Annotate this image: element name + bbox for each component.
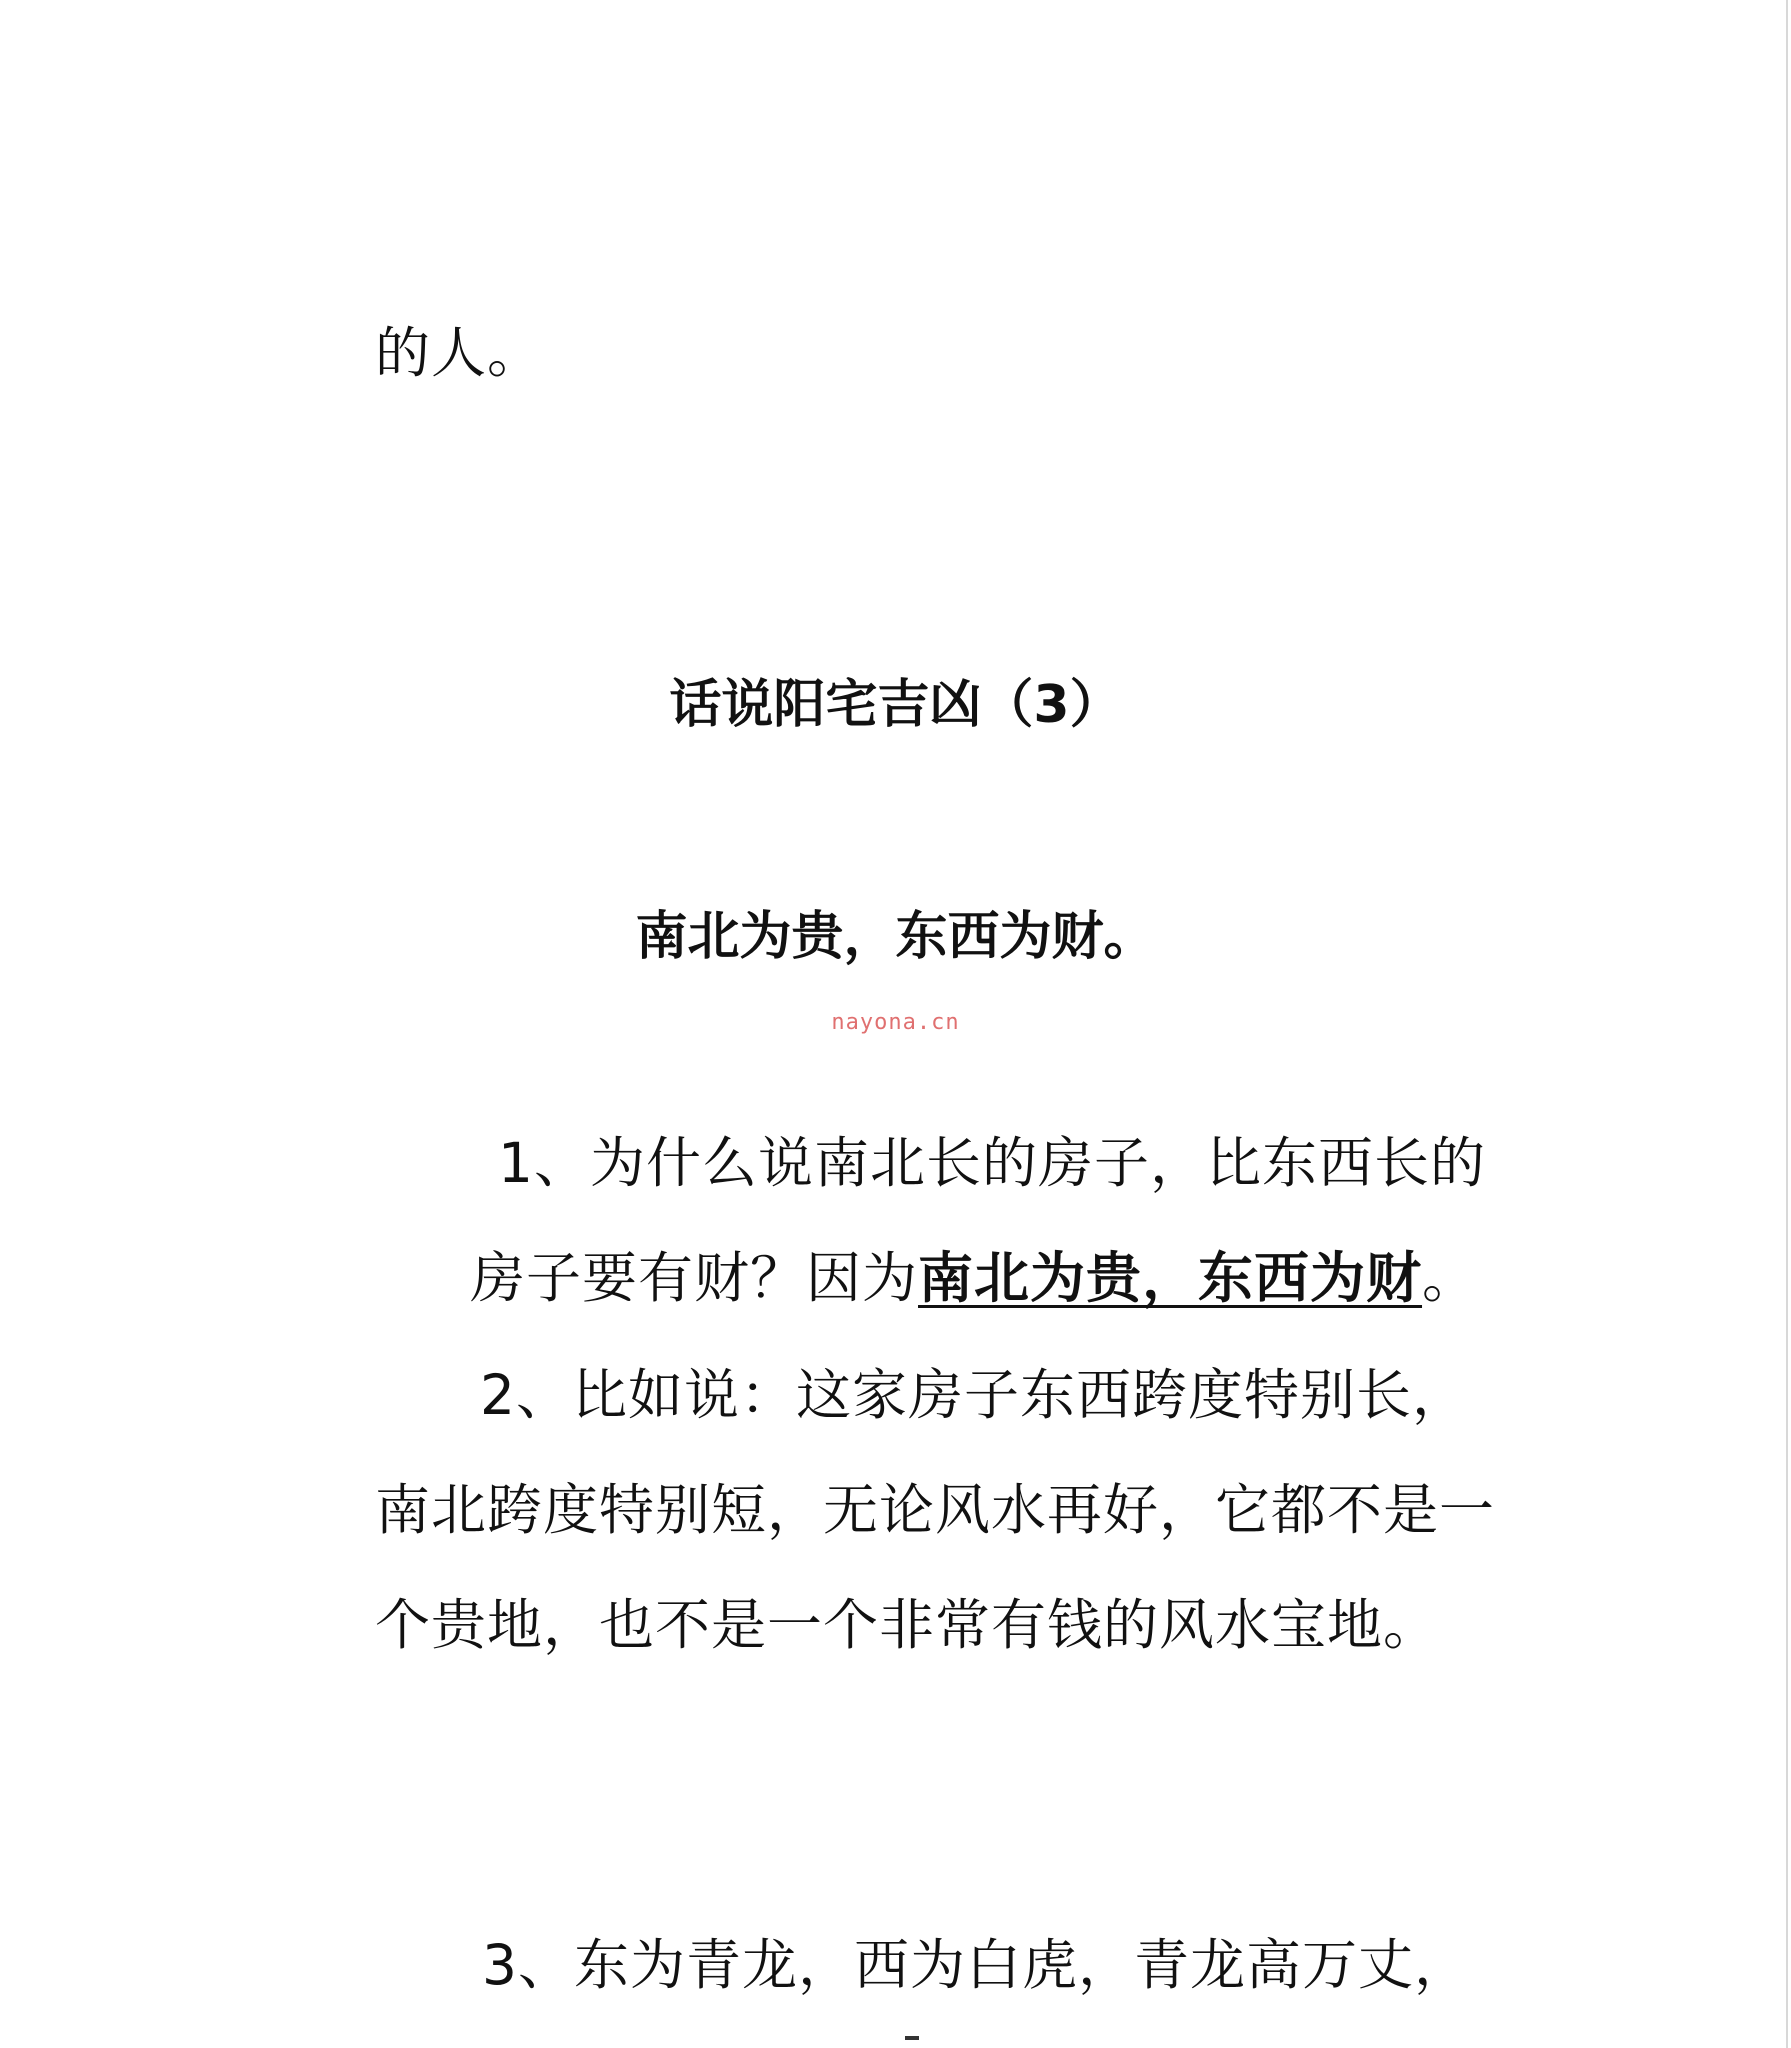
paragraph-2-line-2: 南北跨度特别短，无论风水再好，它都不是一 — [375, 1478, 1496, 1542]
paragraph-2-line-3: 个贵地，也不是一个非常有钱的风水宝地。 — [375, 1593, 1440, 1657]
paragraph-3-line-1: 3、东为青龙，西为白虎，青龙高万丈， — [482, 1933, 1470, 1997]
watermark-text: nayona.cn — [831, 1010, 960, 1035]
page-subtitle: 南北为贵，东西为财。 — [635, 907, 1156, 967]
paragraph-1-line-2-pre: 房子要有财？因为 — [470, 1246, 919, 1310]
continuation-text: 的人。 — [375, 321, 544, 385]
emphasized-phrase: 南北为贵，东西为财 — [918, 1246, 1423, 1310]
page-number-mark — [905, 2036, 919, 2040]
paragraph-1-line-2 — [470, 1243, 1478, 1313]
paragraph-1-line-1: 1、为什么说南北长的房子，比东西长的 — [498, 1131, 1486, 1195]
page-title: 话说阳宅吉凶（3） — [669, 675, 1122, 735]
paragraph-1-line-2-post: 。 — [1422, 1246, 1479, 1310]
paragraph-2-line-1: 2、比如说：这家房子东西跨度特别长， — [480, 1363, 1468, 1427]
